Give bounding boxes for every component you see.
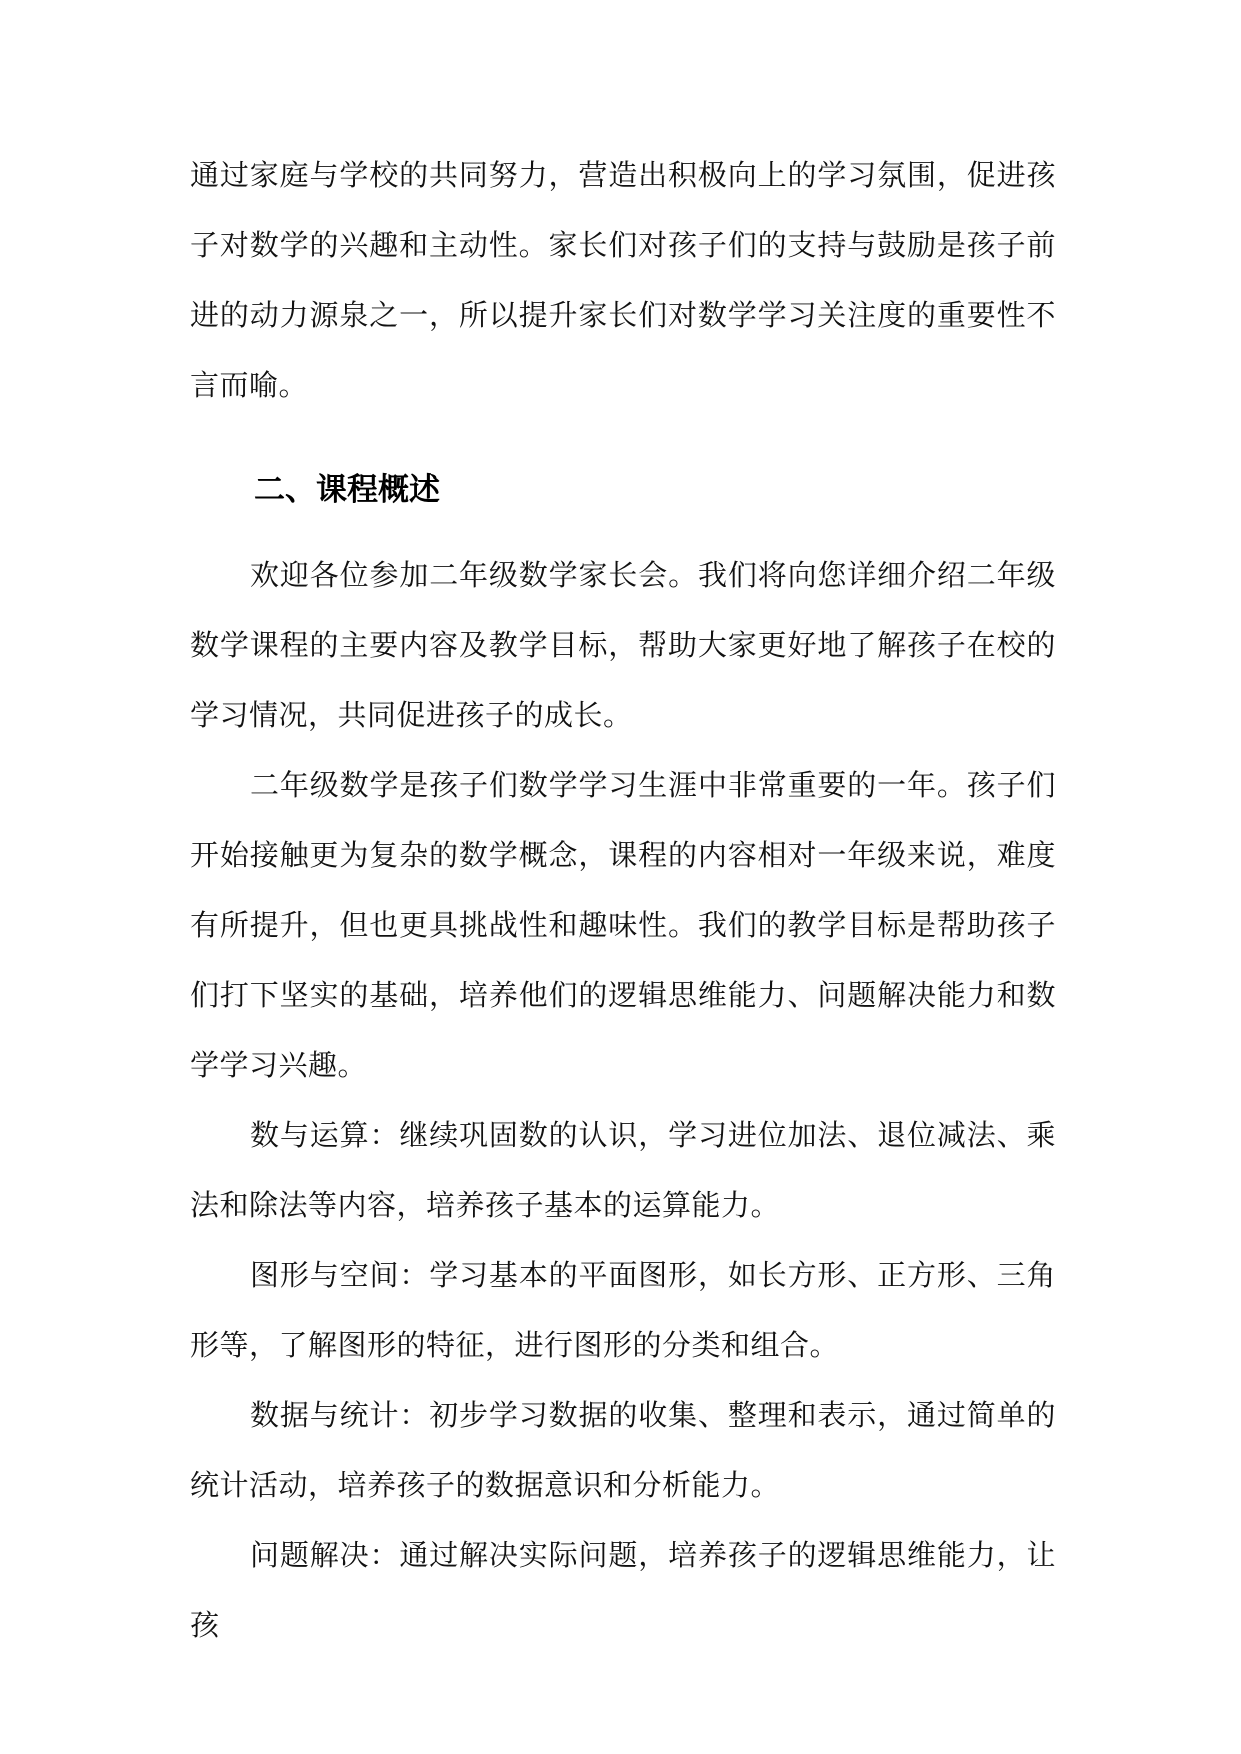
section-heading: 二、课程概述 [254,472,440,508]
body-paragraph: 数据与统计：初步学习数据的收集、整理和表示，通过简单的统计活动，培养孩子的数据意识和分析能力。 [190,1398,1056,1502]
body-paragraph: 二年级数学是孩子们数学学习生涯中非常重要的一年。孩子们开始接触更为复杂的数学概念，课程的内容相对一年级来说，难度有所提升，但也更具挑战性和趣味性。我们的教学目标是帮助孩子们打下坚实的基础，培养他们的逻辑思维能力、问题解决能力和数学学习兴趣。 [190,768,1056,1082]
body-paragraph: 欢迎各位参加二年级数学家长会。我们将向您详细介绍二年级数学课程的主要内容及教学目标，帮助大家更好地了解孩子在校的学习情况，共同促进孩子的成长。 [190,558,1056,732]
page-content [190,140,1056,1660]
body-paragraph: 通过家庭与学校的共同努力，营造出积极向上的学习氛围，促进孩子对数学的兴趣和主动性。家长们对孩子们的支持与鼓励是孩子前进的动力源泉之一，所以提升家长们对数学学习关注度的重要性不言而喻。 [190,158,1056,402]
body-paragraph: 数与运算：继续巩固数的认识，学习进位加法、退位减法、乘法和除法等内容，培养孩子基本的运算能力。 [190,1118,1056,1222]
body-paragraph: 图形与空间：学习基本的平面图形，如长方形、正方形、三角形等，了解图形的特征，进行图形的分类和组合。 [190,1258,1056,1362]
body-paragraph: 问题解决：通过解决实际问题，培养孩子的逻辑思维能力，让孩 [190,1538,1056,1642]
